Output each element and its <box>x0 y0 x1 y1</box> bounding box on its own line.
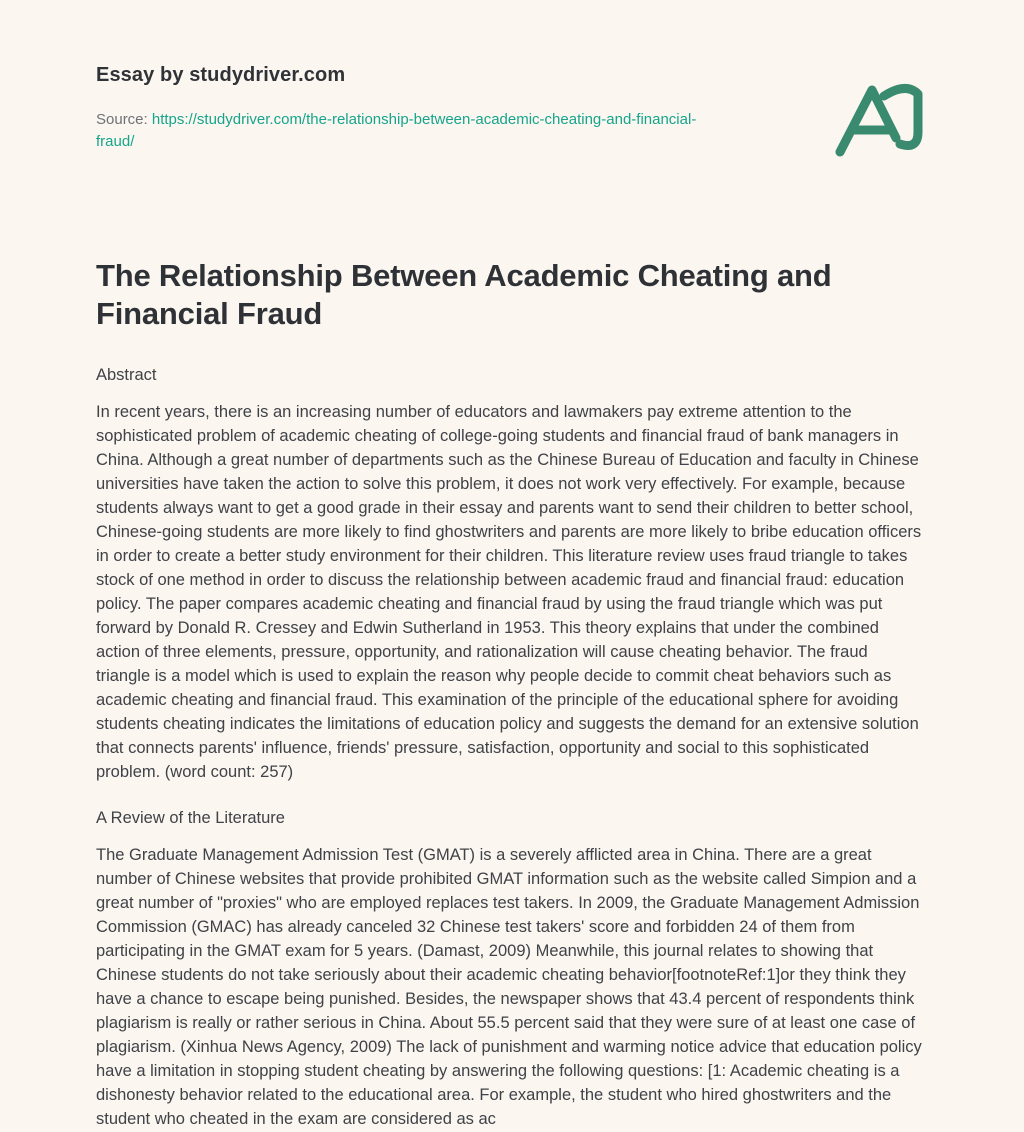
studydriver-logo-icon <box>828 80 938 158</box>
byline-site-label: by studydriver.com <box>154 64 346 86</box>
header <box>96 0 926 153</box>
review-paragraph: The Graduate Management Admission Test (GMAT) is a severely afflicted area in China. There are a great number of Chinese websites that provide prohibited GMAT information such as the website called Simpion and a great number of "proxies" who are employed replaces test takers. In 2009, the Graduate Management Admission Commission (GMAC) has already canceled 32 Chinese test takers' score and forbidden 24 of them from participating in the GMAT exam for 5 years. (Damast, 2009) Meanwhile, this journal relates to showing that Chinese students do not take seriously about their academic cheating behavior[footnoteRef:1]or they think they have a chance to escape being punished. Besides, the newspaper shows that 43.4 percent of respondents think plagiarism is really or rather serious in China. About 55.5 percent said that they were sure of at least one case of plagiarism. (Xinhua News Agency, 2009) The lack of punishment and warming notice advice that education policy have a limitation in stopping student cheating by answering the following questions: [1: Academic cheating is a dishonesty behavior related to the educational area. For example, the student who hired ghostwriters and the student who cheated in the exam are considered as ac <box>96 845 922 1128</box>
source-link[interactable]: https://studydriver.com/the-relationship-between-academic-cheating-and-financial-fraud/ <box>96 111 697 150</box>
abstract-paragraph: In recent years, there is an increasing number of educators and lawmakers pay extreme attention to the sophisticated problem of academic cheating of college-going students and financial fraud of bank managers in China. Although a great number of departments such as the Chinese Bureau of Education and faculty in Chinese universities have taken the action to solve this problem, it does not work very effectively. For example, because students always want to get a good grade in their essay and parents want to send their children to better school, Chinese-going students are more likely to find ghostwriters and parents are more likely to bribe education officers in order to create a better study environment for their children. This literature review uses fraud triangle to takes stock of one method in order to discuss the relationship between academic fraud and financial fraud: education policy. The paper compares academic cheating and financial fraud by using the fraud triangle which was put forward by Donald R. Cressey and Edwin Sutherland in 1953. This theory explains that under the combined action of three elements, pressure, opportunity, and rationalization will cause cheating behavior. The fraud triangle is a model which is used to explain the reason why people decide to commit cheat behaviors such as academic cheating and financial fraud. This examination of the principle of the educational sphere for avoiding students cheating indicates the limitations of education policy and suggests the demand for an extensive solution that connects parents' influence, friends' pressure, satisfaction, opportunity and social to this sophisticated problem. (word count: 257) <box>96 402 922 781</box>
byline-essay-label: Essay <box>96 64 155 86</box>
abstract-heading: Abstract <box>96 365 157 384</box>
source-label: Source: <box>96 111 152 128</box>
review-heading: A Review of the Literature <box>96 808 285 827</box>
article <box>96 257 926 1131</box>
source-line <box>96 109 728 153</box>
byline <box>96 64 926 87</box>
page-title: The Relationship Between Academic Cheating and Financial Fraud <box>96 257 832 331</box>
